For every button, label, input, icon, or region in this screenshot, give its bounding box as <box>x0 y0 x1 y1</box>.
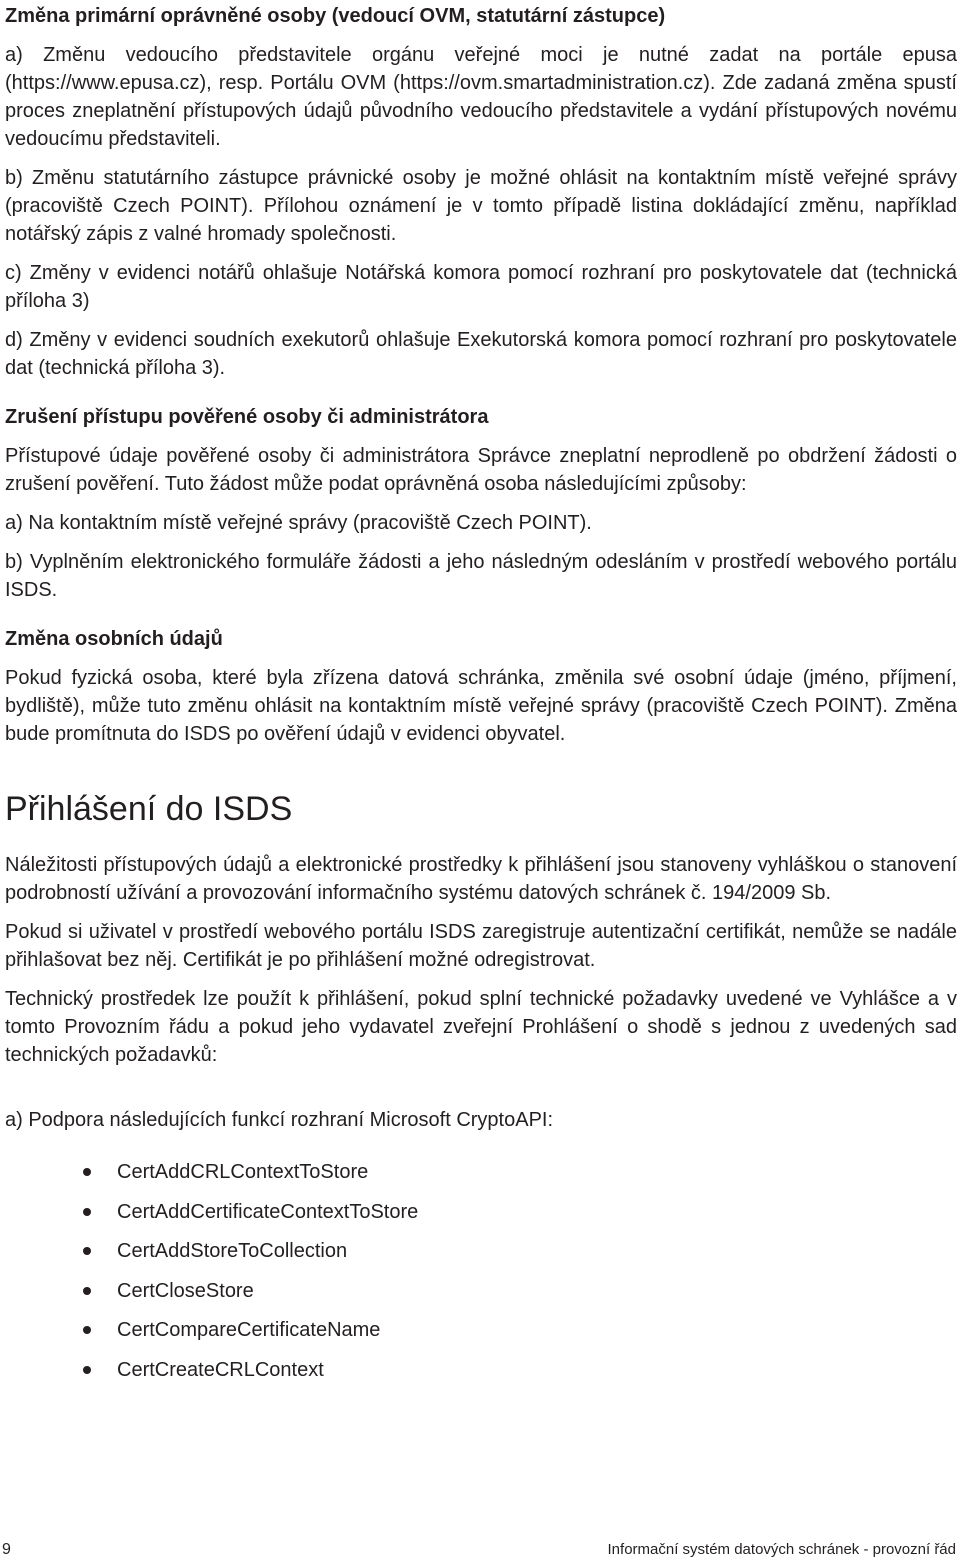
cryptoapi-function-list <box>5 1158 957 1395</box>
heading-login-isds: Přihlášení do ISDS <box>5 790 293 828</box>
paragraph-login-a: a) Podpora následujících funkcí rozhraní Microsoft CryptoAPI: <box>5 1109 554 1131</box>
function-name: CertCompareCertificateName <box>117 1319 381 1341</box>
paragraph-primary-c: c) Změny v evidenci notářů ohlašuje Notářská komora pomocí rozhraní pro poskytovatele dat (technická příloha 3) <box>5 262 957 312</box>
paragraph-primary-d: d) Změny v evidenci soudních exekutorů ohlašuje Exekutorská komora pomocí rozhraní pro poskytovatele dat (technická příloha 3). <box>5 329 957 379</box>
paragraph-cancel-1: Přístupové údaje pověřené osoby či administrátora Správce zneplatní neprodleně po obdržení žádosti o zrušení pověření. Tuto žádost může podat oprávněná osoba následujícími způsoby: <box>5 445 957 495</box>
function-name: CertAddStoreToCollection <box>117 1240 348 1262</box>
list-item <box>5 1277 957 1317</box>
bullet-icon <box>83 1326 91 1334</box>
paragraph-cancel-b: b) Vyplněním elektronického formuláře žádosti a jeho následným odesláním v prostředí webového portálu ISDS. <box>5 551 957 601</box>
heading-primary-change: Změna primární oprávněné osoby (vedoucí OVM, statutární zástupce) <box>5 5 666 27</box>
paragraph-primary-a: a) Změnu vedoucího představitele orgánu veřejné moci je nutné zadat na portále epusa (https://www.epusa.cz), resp. Portálu OVM (https://ovm.smartadministration.cz). Zde zadaná změna spustí proces zneplatnění přístupových údajů původního vedoucího představitele a vydání přístupových novému vedoucímu představiteli. <box>5 44 957 150</box>
function-name: CertCloseStore <box>117 1279 254 1302</box>
bullet-icon <box>83 1247 91 1255</box>
page-number: 9 <box>2 1541 11 1558</box>
page-footer <box>0 1538 960 1562</box>
paragraph-primary-b: b) Změnu statutárního zástupce právnické osoby je možné ohlásit na kontaktním místě veřejné správy (pracoviště Czech POINT). Přílohou oznámení je v tomto případě listina dokládající změnu, například notářský zápis z valné hromady společnosti. <box>5 167 957 245</box>
function-name: CertCreateCRLContext <box>117 1358 324 1381</box>
function-name: CertAddCertificateContextToStore <box>117 1200 419 1223</box>
paragraph-login-1: Náležitosti přístupových údajů a elektronické prostředky k přihlášení jsou stanoveny vyhláškou o stanovení podrobností užívání a provozování informačního systému datových schránek č. 194/2009 Sb. <box>5 854 957 904</box>
list-item <box>5 1158 957 1198</box>
bullet-icon <box>83 1168 91 1176</box>
bullet-icon <box>83 1366 91 1374</box>
bullet-icon <box>83 1287 91 1295</box>
list-item <box>5 1356 957 1396</box>
list-item <box>5 1237 957 1277</box>
footer-doc-title: Informační systém datových schránek - provozní řád <box>607 1541 956 1558</box>
heading-personal-data: Změna osobních údajů <box>5 628 223 650</box>
bullet-icon <box>83 1208 91 1216</box>
paragraph-login-2: Pokud si uživatel v prostředí webového portálu ISDS zaregistruje autentizační certifikát, nemůže se nadále přihlašovat bez něj. Certifikát je po přihlášení možné odregistrovat. <box>5 921 957 971</box>
paragraph-personal-1: Pokud fyzická osoba, které byla zřízena datová schránka, změnila své osobní údaje (jméno, příjmení, bydliště), může tuto změnu ohlásit na kontaktním místě veřejné správy (pracoviště Czech POINT). Změna bude promítnuta do ISDS po ověření údajů v evidenci obyvatel. <box>5 667 957 745</box>
paragraph-login-3: Technický prostředek lze použít k přihlášení, pokud splní technické požadavky uvedené ve Vyhlášce a v tomto Provozním řádu a pokud jeho vydavatel zveřejní Prohlášení o shodě s jednou z uvedených sad technických požadavků: <box>5 988 957 1066</box>
page-content <box>5 0 957 1395</box>
list-item <box>5 1198 957 1238</box>
paragraph-cancel-a: a) Na kontaktním místě veřejné správy (pracoviště Czech POINT). <box>5 512 592 534</box>
function-name: CertAddCRLContextToStore <box>117 1161 369 1183</box>
list-item <box>5 1316 957 1356</box>
heading-cancel-access: Zrušení přístupu pověřené osoby či administrátora <box>5 406 489 428</box>
